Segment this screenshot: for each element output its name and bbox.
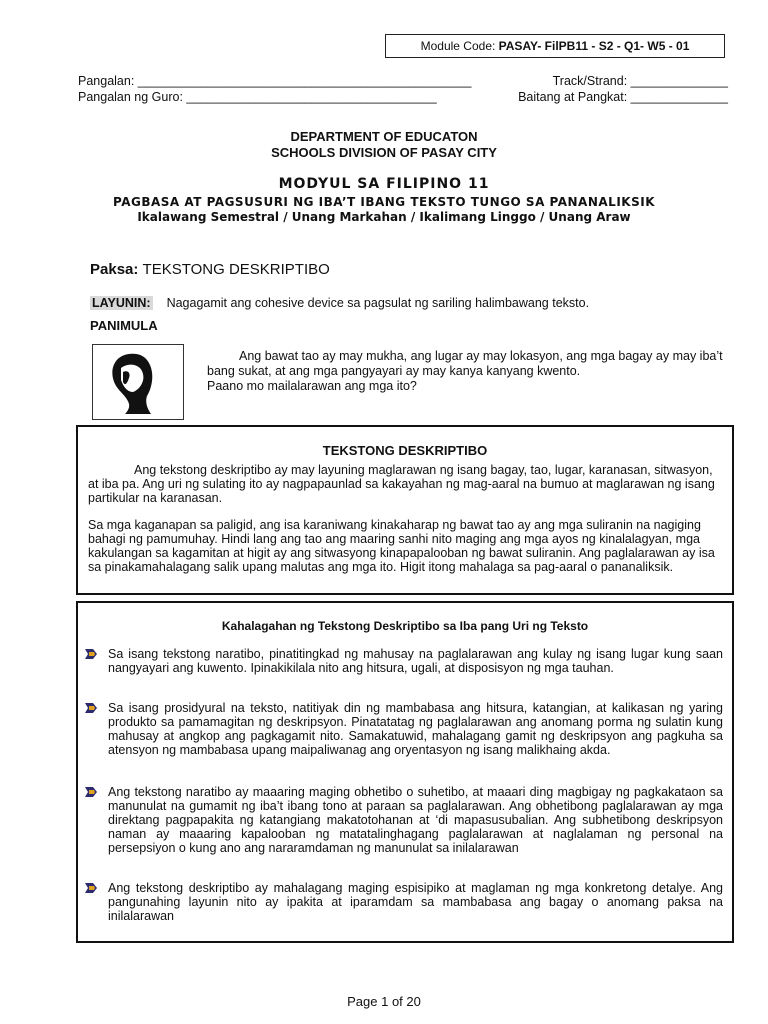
- name-field[interactable]: Pangalan: ________________________________________________: [78, 74, 472, 88]
- illustration-frame: [92, 344, 184, 420]
- definition-paragraph-2: Sa mga kaganapan sa paligid, ang isa karaniwang kinakaharap ng bawat tao ay ang mga suliranin na nagiging bahagi ng pamumuhay. Hindi lang ang tao ang maaring sanhi nito maging ang mga ayos ng kinalalagyan, mga kakulangan sa kagamitan at higit ay ang sitwasyong kinapapalooban ng bawat suliranin. Ang paglalarawan ay isa sa pinakamahalagang salik upang malutas ang mga ito. Higit itong mahalaga sa pag-aaral o pananaliksik.: [88, 518, 715, 574]
- department-title: DEPARTMENT OF EDUCATON: [290, 129, 478, 144]
- topic-label: Paksa:: [90, 261, 143, 278]
- importance-item-4: Ang tekstong deskriptibo ay mahalagang maging espisipiko at maglaman ng mga konkretong detalye. Ang pangunahing layunin nito ay ipakita at iparamdam sa mambabasa ang bagay o anomang paksa na inilalarawan: [108, 881, 723, 923]
- ribbon-bullet-icon: [84, 786, 98, 798]
- definition-heading: TEKSTONG DESKRIPTIBO: [322, 443, 488, 458]
- objective: [90, 296, 589, 310]
- topic-value: TEKSTONG DESKRIPTIBO: [142, 261, 330, 278]
- ribbon-bullet-icon: [84, 702, 98, 714]
- importance-item-1: Sa isang tekstong naratibo, pinatitingkad ng mahusay na paglalarawan ang kulay ng isang lugar kung saan nangyayari ang kuwento. Ipinakikilala nito ang hitsura, ugali, at disposisyon ng mga tauhan.: [108, 647, 723, 675]
- form-row-name: [78, 73, 728, 89]
- track-field[interactable]: Track/Strand: ______________: [552, 74, 728, 88]
- importance-item-3: Ang tekstong naratibo ay maaaring maging obhetibo o suhetibo, at maaari ding magbigay ng pagkakataon sa manunulat na gumamit ng iba’t ibang tono at paraan sa paglalarawan. Ang obhetibong paglalarawan ay mga direktang pagpapakita ng katangiang makatotohanan at ‘di mapasusubalian. Ang subhetibong deskripsyon naman ay maaaring kapalooban ng matatalinghagang paglalarawan at naglalaman ng personal na persepsiyon o kung ano ang nararamdaman ng manunulat sa inilalarawan: [108, 785, 723, 855]
- introduction-heading: PANIMULA: [90, 318, 158, 333]
- module-code-value: PASAY- FilPB11 - S2 - Q1- W5 - 01: [498, 39, 690, 53]
- semester-line: Ikalawang Semestral / Unang Markahan / Ikalimang Linggo / Unang Araw: [137, 210, 631, 224]
- subject-title: PAGBASA AT PAGSUSURI NG IBA’T IBANG TEKSTO TUNGO SA PANANALIKSIK: [113, 195, 655, 209]
- woman-silhouette-icon: [99, 350, 177, 414]
- importance-box: [76, 601, 734, 943]
- objective-text: Nagagamit ang cohesive device sa pagsulat ng sariling halimbawang teksto.: [166, 296, 590, 310]
- grade-section-field[interactable]: Baitang at Pangkat: ______________: [518, 90, 728, 104]
- list-item: [108, 701, 723, 757]
- introduction-text: [207, 349, 727, 394]
- form-row-teacher: [78, 89, 728, 105]
- division-title: SCHOOLS DIVISION OF PASAY CITY: [271, 145, 497, 160]
- list-item: [108, 647, 723, 675]
- importance-item-2: Sa isang prosidyural na teksto, natitiyak din ng mambabasa ang hitsura, katangian, at kalikasan ng yaring produkto sa pamamagitan ng deskripsyon. Pinatatatag ng paglalarawan ang anomang porma ng sulatin kung mahusay at angkop ang pagkagamit nito. Samakatuwid, mahalagang gamit ng deskripsyon ang pagkuha sa atensyon ng mambabasa upang maipaliwanag ang oryentasyon ng isang malikhaing akda.: [108, 701, 723, 757]
- page-number: Page 1 of 20: [347, 994, 421, 1009]
- teacher-field[interactable]: Pangalan ng Guro: ____________________________________: [78, 90, 437, 104]
- module-code-box: [385, 34, 725, 58]
- importance-heading: Kahalagahan ng Tekstong Deskriptibo sa Iba pang Uri ng Teksto: [221, 619, 589, 633]
- definition-paragraph-1: Ang tekstong deskriptibo ay may layuning maglarawan ng isang bagay, tao, lugar, karanasan, sitwasyon, at iba pa. Ang uri ng sulating ito ay nagpapaunlad sa kakayahan ng mag-aaral na bumuo at maglarawan ng isang partikular na karanasan.: [88, 463, 715, 505]
- list-item: [108, 881, 723, 923]
- module-title: MODYUL SA FILIPINO 11: [278, 176, 490, 192]
- ribbon-bullet-icon: [84, 882, 98, 894]
- list-item: [108, 785, 723, 855]
- objective-label: LAYUNIN:: [92, 296, 151, 310]
- module-code-label: Module Code:: [420, 39, 499, 53]
- ribbon-bullet-icon: [84, 648, 98, 660]
- definition-box: [76, 425, 734, 595]
- topic-heading: [90, 261, 330, 278]
- intro-paragraph: Ang bawat tao ay may mukha, ang lugar ay may lokasyon, ang mga bagay ay may iba’t bang sukat, at ang mga pangyayari ay may kanya kanyang kwento.: [207, 349, 723, 378]
- intro-question: Paano mo mailalarawan ang mga ito?: [207, 379, 417, 393]
